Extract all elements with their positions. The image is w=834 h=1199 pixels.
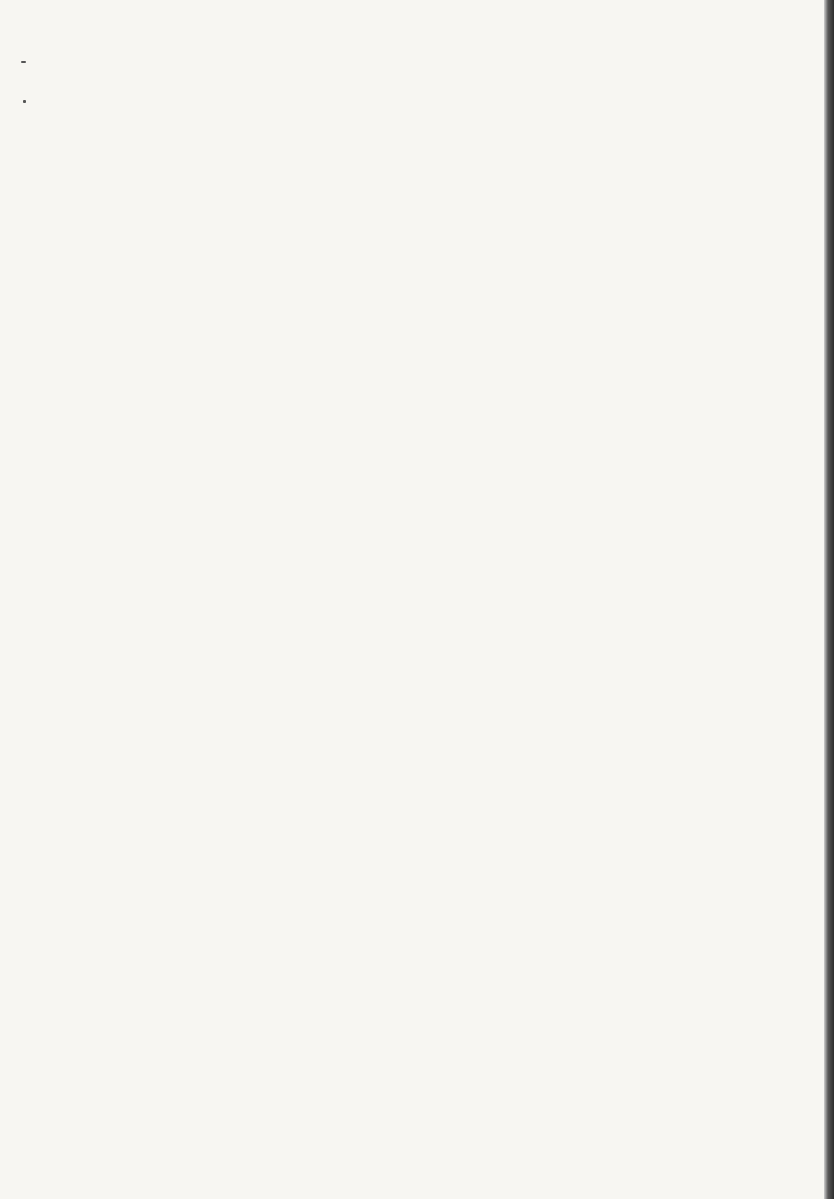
scan-edge	[824, 0, 834, 1199]
scan-speck	[23, 100, 26, 103]
scan-speck	[21, 61, 26, 63]
